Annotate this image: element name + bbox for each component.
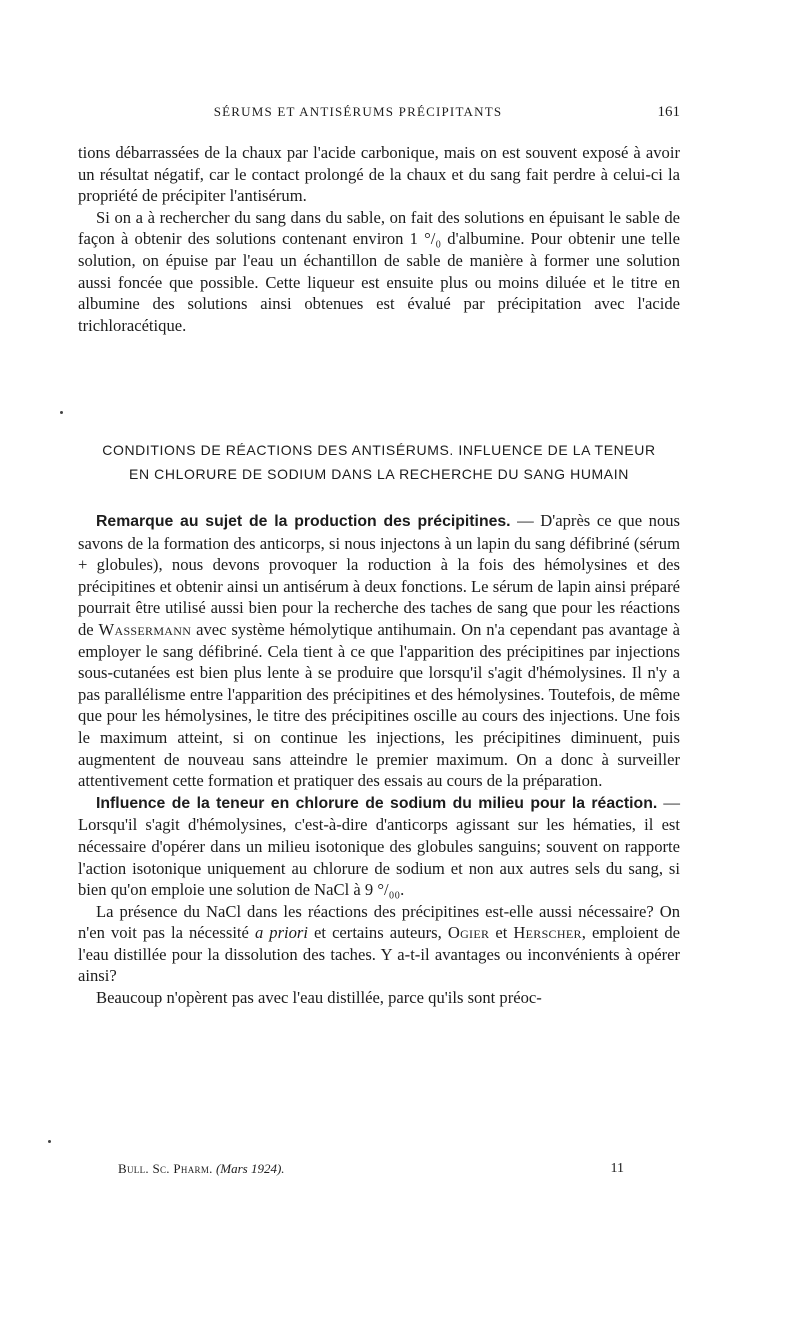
italic-a-priori: a priori — [254, 923, 309, 943]
page-number: 161 — [657, 104, 680, 120]
page-footer — [78, 1161, 680, 1185]
paragraph-eau-distillee: Beaucoup n'opèrent pas avec l'eau distillée, parce qu'ils sont préoc- — [96, 988, 542, 1008]
section-heading-line-1: CONDITIONS DE RÉACTIONS DES ANTISÉRUMS. INFLUENCE DE LA TENEUR — [102, 442, 656, 458]
running-title: SÉRUMS ET ANTISÉRUMS PRÉCIPITANTS — [213, 104, 503, 119]
running-head — [78, 104, 680, 128]
margin-speck — [60, 411, 63, 414]
paragraph-chlorure: Influence de la teneur en chlorure de sodium du milieu pour la réaction. — Lorsqu'il s'agit d'hémolysines, c'est-à-dire d'anticorps agissant sur les hématies, il est nécessaire d'opérer dans un milieu isotonique des globules sanguins; souvent on rapporte l'action isotonique uniquement au chlorure de sodium et non aux autres sels du sang, si bien qu'on emploie une solution de NaCl à 9 °/₀₀. — [78, 792, 680, 900]
author-name-ogier: Ogier — [447, 923, 490, 943]
author-name-wassermann: Wassermann — [98, 619, 192, 639]
paragraph-nacl: La présence du NaCl dans les réactions des précipitines est-elle aussi nécessaire? On n'en voit pas la nécessité a priori et certains auteurs, Ogier et Herscher, emploient de l'eau distillée pour la dissolution des taches. Y a-t-il avantages ou inconvénients à opérer ainsi? — [78, 901, 681, 986]
paragraph-chaux: tions débarrassées de la chaux par l'acide carbonique, mais on est souvent exposé à avoir un résultat négatif, car le contact prolongé de la chaux et du sang fait perdre à celui-ci la propriété de précipiter l'antisérum. — [78, 143, 680, 206]
issue-date: (Mars 1924). — [215, 1161, 285, 1176]
section-continuation — [78, 142, 680, 336]
paragraph-sable: Si on a à rechercher du sang dans du sable, on fait des solutions en épuisant le sable de façon à obtenir des solutions contenant environ 1 °/₀ d'albumine. Pour obtenir une telle solution, on épuise par l'eau un échantillon de sable de manière à former une solution aussi foncée que possible. Cette liqueur est ensuite plus ou moins diluée et le titre en albumine des solutions ainsi obtenues est évalué par précipitation avec l'acide trichloracétique. — [78, 207, 680, 335]
section-heading — [78, 438, 680, 486]
sheet-number: 11 — [610, 1161, 624, 1176]
paragraph-precipitines: Remarque au sujet de la production des précipitines. — D'après ce que nous savons de la formation des anticorps, si nous injectons à un lapin du sang défibriné (sérum + globules), nous devons provoquer la roduction à la fois des hémolysines et des précipitines et obtenir ainsi un antisérum à deux fonctions. Le sérum de lapin ainsi préparé pourrait être utilisé aussi bien pour la recherche des taches de sang que pour les réactions de Wassermann avec système hémolytique antihumain. On n'a cependant pas avantage à employer le sang défibriné. Cela tient à ce que l'apparition des précipitines par injections sous-cutanées est bien plus lente à se produire que lorsqu'il s'agit d'hémolysines. Il n'y a pas parallélisme entre l'apparition des précipitines et des hémolysines. Toutefois, de même que pour les hémolysines, le titre des précipitines oscille au cours des injections. Une fois le maximum atteint, si on continue les injections, les précipitines diminuent, puis augmentent de nouveau sans atteindre le premier maximum. On a donc à surveiller attentivement cette formation et pratiquer des essais au cours de la préparation. — [78, 511, 681, 791]
run-in-heading-precipitines: Remarque au sujet de la production des précipitines. — [96, 513, 511, 530]
section-heading-line-2: EN CHLORURE DE SODIUM DANS LA RECHERCHE DU SANG HUMAIN — [129, 466, 629, 482]
footer-citation — [118, 1161, 285, 1177]
author-name-herscher: Herscher — [513, 923, 582, 943]
run-in-heading-chlorure: Influence de la teneur en chlorure de sodium du milieu pour la réaction. — [96, 794, 658, 812]
margin-speck — [48, 1140, 51, 1143]
section-body — [78, 510, 680, 1009]
journal-abbreviation: Bull. Sc. Pharm. — [118, 1161, 213, 1176]
